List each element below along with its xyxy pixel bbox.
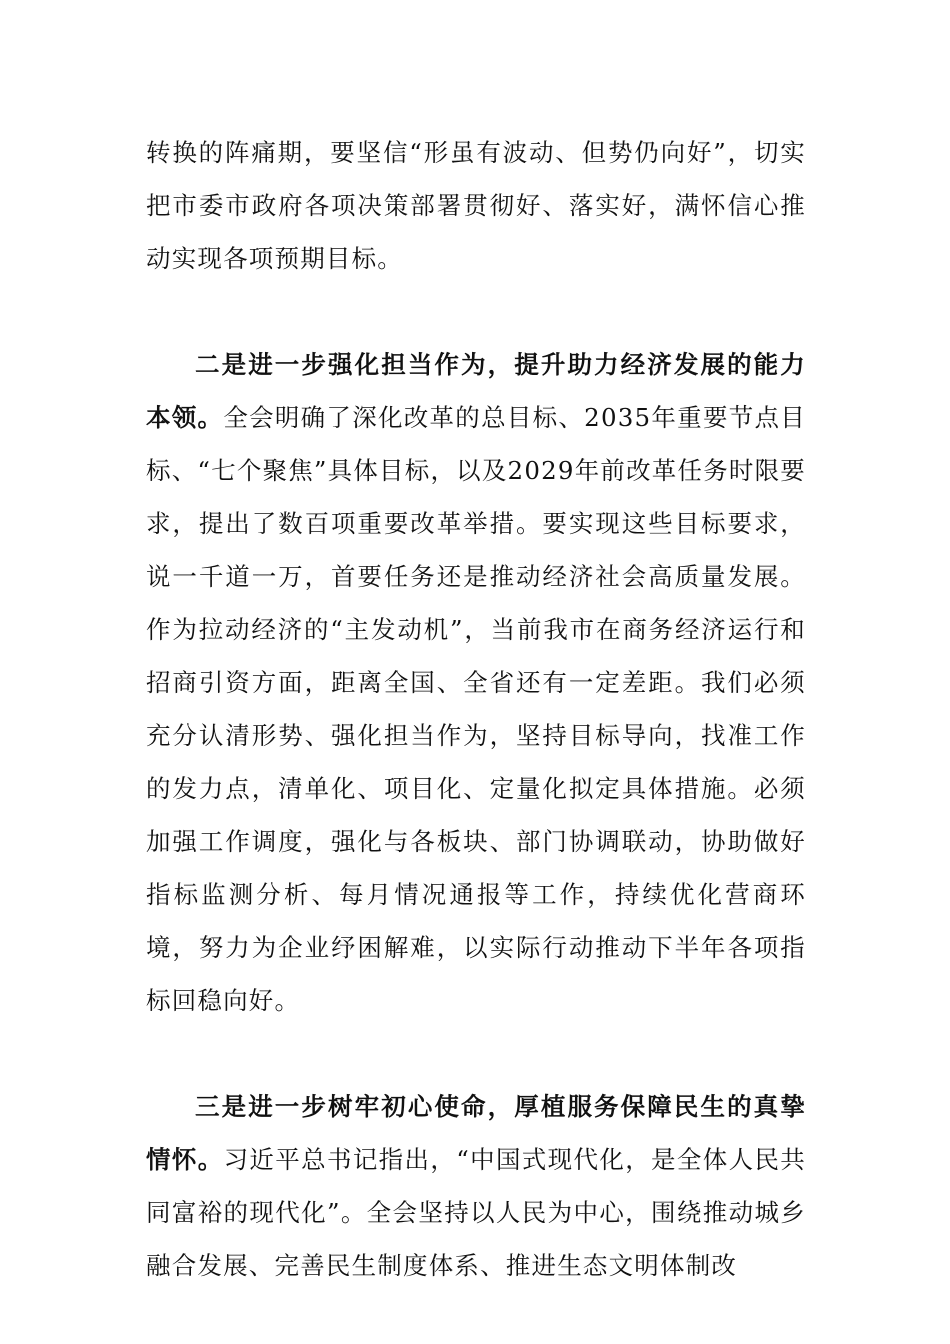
paragraph-2-body-part-4: 必须 xyxy=(753,774,806,803)
paragraph-2-body-part-5: 加强工作调度，强化与各板块、部门协调联动，协助做好指标监测分析、每月情况通报等工作，持续优化营商环境，努力为企业纾困解难，以实际行动推动下半年各项指标回稳向好。 xyxy=(146,827,806,1015)
paragraph-2 xyxy=(146,338,806,1027)
document-page xyxy=(146,126,806,1292)
paragraph-3 xyxy=(146,1080,806,1292)
paragraph-1 xyxy=(146,126,806,285)
paragraph-3-body: 习近平总书记指出，“中国式现代化，是全体人民共同富裕的现代化”。全会坚持以人民为中心，围绕推动城乡融合发展、完善民生制度体系、推进生态文明体制改 xyxy=(146,1145,806,1280)
paragraph-2-body-part-2: 必须 xyxy=(753,668,806,697)
paragraph-1-body: 转换的阵痛期，要坚信“形虽有波动、但势仍向好”，切实把市委市政府各项决策部署贯彻好、落实好，满怀信心推动实现各项预期目标。 xyxy=(146,138,806,273)
paragraph-3-heading: 三是进一步树牢初心使命，厚植服务保障民生的真挚情怀。 xyxy=(146,1092,806,1174)
paragraph-2-body-part-1: 全会明确了深化改革的总目标、2035年重要节点目标、“七个聚焦”具体目标，以及2029年前改革任务时限要求，提出了数百项重要改革举措。要实现这些目标要求，说一千道一万，首要任务还是推动经济社会高质量发展。作为拉动经济的“主发动机”，当前我市在商务经济运行和招商引资方面，距离全国、全省还有一定差距。我们 xyxy=(146,403,806,697)
paragraph-2-heading: 二是进一步强化担当作为，提升助力经济发展的能力本领。 xyxy=(146,350,806,432)
paragraph-2-body-part-3: 充分认清形势、强化担当作为，坚持目标导向，找准工作的发力点，清单化、项目化、定量化拟定具体措施。 xyxy=(146,721,806,803)
